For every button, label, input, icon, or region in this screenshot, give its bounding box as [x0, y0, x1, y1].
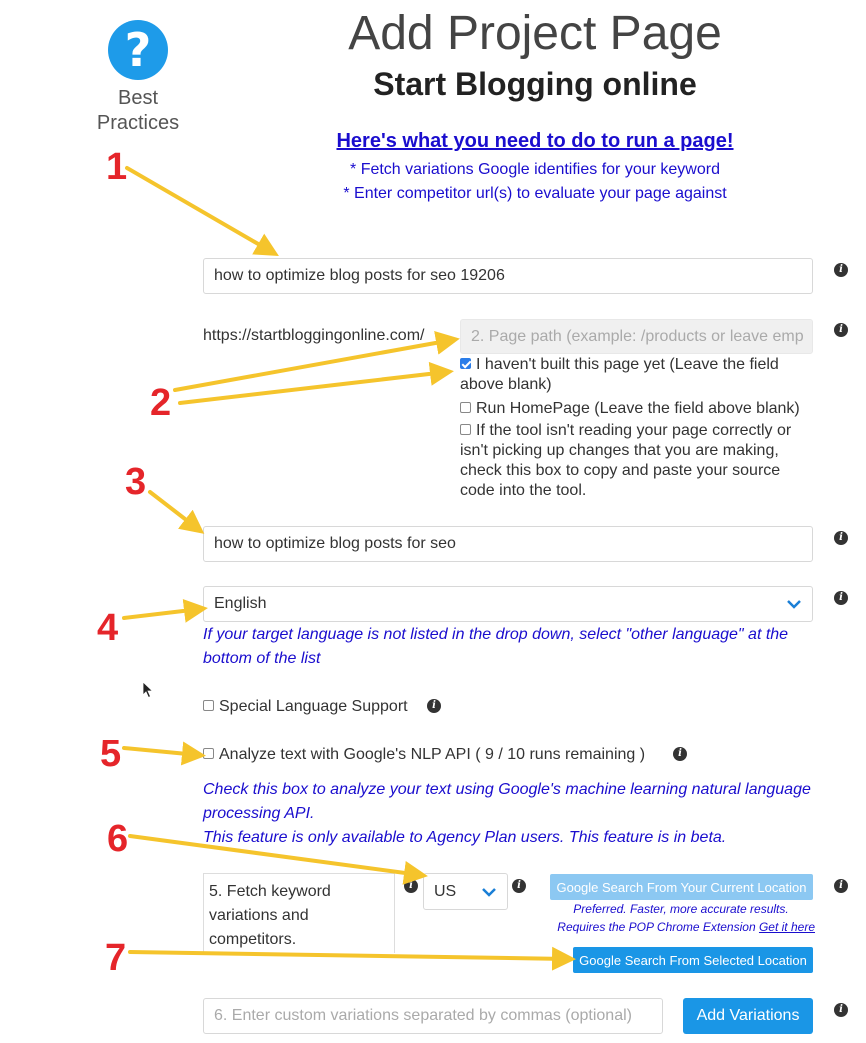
source-code-label: If the tool isn't reading your page correctly or isn't picking up changes that you are making, check this box to copy and paste your source code into the tool.: [460, 422, 792, 499]
page-title: Add Project Page: [348, 7, 722, 60]
annotation-number-1: 1: [106, 146, 128, 188]
question-circle-icon[interactable]: ?: [108, 20, 168, 80]
info-icon[interactable]: i: [834, 263, 848, 277]
add-variations-button[interactable]: Add Variations: [683, 998, 813, 1034]
keyword-input[interactable]: how to optimize blog posts for seo 19206: [203, 258, 813, 294]
variations-input[interactable]: 6. Enter custom variations separated by commas (optional): [203, 998, 663, 1034]
annotation-number-5: 5: [100, 733, 122, 775]
info-icon[interactable]: i: [834, 531, 848, 545]
best-practices-label[interactable]: Best Practices: [96, 87, 180, 134]
arrow-3: [150, 492, 198, 529]
nlp-note: Check this box to analyze your text using Google's machine learning natural language processing API.: [203, 781, 811, 822]
info-icon[interactable]: i: [834, 591, 848, 605]
selected-location-button[interactable]: Google Search From Selected Location: [573, 947, 813, 973]
info-icon[interactable]: i: [427, 699, 441, 713]
howto-link[interactable]: Here's what you need to do to run a page!: [336, 130, 734, 152]
not-built-label: I haven't built this page yet (Leave the field above blank): [460, 356, 779, 393]
info-icon[interactable]: i: [834, 323, 848, 337]
get-it-here-link[interactable]: Get it here: [758, 920, 815, 934]
note-competitor-url: * Enter competitor url(s) to evaluate your page against: [343, 185, 727, 202]
arrow-2b: [180, 372, 446, 403]
arrow-5: [124, 748, 198, 755]
annotation-number-6: 6: [107, 818, 129, 860]
language-note: If your target language is not listed in the drop down, select "other language" at the bottom of the list: [203, 626, 789, 667]
nlp-agency-note: This feature is only available to Agency Plan users. This feature is in beta.: [203, 829, 727, 846]
page-subtitle: Start Blogging online: [373, 66, 697, 102]
nlp-label: Analyze text with Google's NLP API ( 9 / 10 runs remaining ): [219, 746, 646, 763]
arrow-1: [127, 168, 272, 252]
fetch-label: 5. Fetch keyword variations and competitors.: [203, 873, 395, 953]
info-icon[interactable]: i: [404, 879, 418, 893]
base-url-label: https://startbloggingonline.com/: [203, 327, 425, 344]
preferred-note: Preferred. Faster, more accurate results.: [573, 902, 789, 916]
annotation-number-3: 3: [125, 461, 147, 503]
info-icon[interactable]: i: [673, 747, 687, 761]
note-fetch-variations: * Fetch variations Google identifies for your keyword: [350, 161, 720, 178]
keyword-phrase-input[interactable]: how to optimize blog posts for seo: [203, 526, 813, 562]
arrow-6: [130, 836, 420, 875]
current-location-button[interactable]: Google Search From Your Current Location: [550, 874, 813, 900]
country-select-value: US: [434, 882, 457, 900]
info-icon[interactable]: i: [834, 879, 848, 893]
page-path-input[interactable]: 2. Page path (example: /products or leave emp: [460, 319, 813, 354]
info-icon[interactable]: i: [512, 879, 526, 893]
annotation-number-7: 7: [105, 937, 127, 979]
requires-note-text: Requires the POP Chrome Extension: [557, 920, 756, 934]
arrow-2a: [175, 340, 452, 390]
annotation-number-2: 2: [150, 382, 172, 424]
special-language-label: Special Language Support: [219, 698, 408, 715]
info-icon[interactable]: i: [834, 1003, 848, 1017]
homepage-label: Run HomePage (Leave the field above blank): [476, 400, 800, 417]
annotation-number-4: 4: [97, 607, 119, 649]
language-select-value: English: [214, 595, 267, 612]
arrow-4: [124, 609, 200, 618]
arrow-7: [130, 952, 568, 959]
